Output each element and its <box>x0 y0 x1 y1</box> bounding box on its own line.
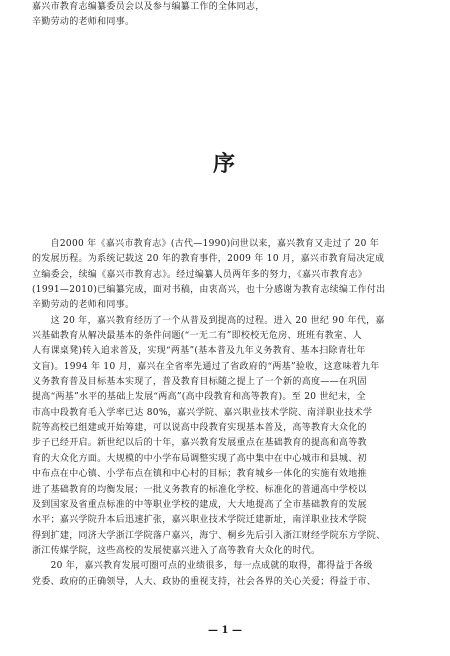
text-line: 20 年，嘉兴教育发展可圈可点的业绩很多，每一点成就的取得，都得益于各级 <box>32 561 373 572</box>
page-title: 序 <box>212 151 237 177</box>
text-line: 义务教育普及目标基本实现了，普及教育目标随之提上了一个新的高度——在巩固 <box>32 377 367 388</box>
text-line: 市高中段教育毛入学率已达 80%，嘉兴学院、嘉兴职业技术学院、南洋职业技术学 <box>32 407 373 418</box>
text-line: 辛勤劳动的老师和同事。 <box>32 17 135 27</box>
text-line: 提高“两基”水平的基础上发展“两高”(高中段教育和高等教育)。至 20 世纪末，全 <box>32 392 366 403</box>
text-line: 立编委会，续编《嘉兴市教育志》。经过编纂人员两年多的努力，《嘉兴市教育志》 <box>32 269 368 280</box>
body-text <box>32 237 424 590</box>
text-line: 中布点在中心镇、小学布点在镇和中心村的目标；教育城乡一体化的实施有效地推 <box>32 469 367 480</box>
text-line: 党委、政府的正确领导，人大、政协的重视支持，社会各界的关心关爱；得益于市、 <box>32 576 377 587</box>
text-line: 兴基础教育从解决最基本的条件问题(“一无二有”即校校无危房、班班有教室、人 <box>32 331 362 342</box>
text-line: (1991—2010)已编纂完成，面对书稿，由衷高兴，也十分感谢为教育志续编工作付出 <box>32 285 386 296</box>
text-line: 的发展历程。为系统记载这 20 年的教育事件，2009 年 10 月，嘉兴市教育局决定成 <box>32 254 385 265</box>
text-line: 浙江传媒学院，这些高校的发展使嘉兴进入了高等教育大众化的时代。 <box>32 545 321 556</box>
text-line: 辛勤劳动的老师和同事。 <box>32 300 135 311</box>
text-line: 这 20 年，嘉兴教育经历了一个从普及到提高的过程。进入 20 世纪 90 年代，嘉 <box>32 315 385 326</box>
text-line: 水平；嘉兴学院升本后迅速扩张，嘉兴职业技术学院迁建新址，南洋职业技术学院 <box>32 515 367 526</box>
text-line: 步子已经开启。新世纪以后的十年，嘉兴教育发展重点在基础教育的提高和高等教 <box>32 438 367 449</box>
text-line: 及到国家及省重点标准的中等职业学校的建成，大大地提高了全市基础教育的发展 <box>32 499 367 510</box>
text-line: 育的大众化方面。大规模的中小学布局调整实现了高中集中在中心城市和县城、初 <box>32 453 367 464</box>
text-line: 文盲)。1994 年 10 月，嘉兴在全省率先通过了省政府的“两基”验收，这意味着九年 <box>32 361 380 372</box>
text-line: 自2000 年《嘉兴市教育志》(古代—1990)问世以来，嘉兴教育又走过了 20 年 <box>32 239 380 249</box>
text-line: 嘉兴市教育志编纂委员会以及参与编纂工作的全体同志， <box>32 2 265 12</box>
text-line: 院等高校已组建或开始筹建，可以说高中段教育实现基本普及，高等教育大众化的 <box>32 423 367 434</box>
text-line: 得到扩建，同济大学浙江学院落户嘉兴，海宁、桐乡先后引入浙江财经学院东方学院、 <box>32 530 386 541</box>
page-number: — 1 — <box>208 625 242 636</box>
previous-page-text <box>32 0 424 30</box>
text-line: 进了基础教育的均衡发展；一批义务教育的标准化学校、标准化的普通高中学校以 <box>32 484 367 495</box>
text-line: 人有课桌凳)转入追求普及，实现“两基”(基本普及九年义务教育、基本扫除青壮年 <box>32 346 366 357</box>
